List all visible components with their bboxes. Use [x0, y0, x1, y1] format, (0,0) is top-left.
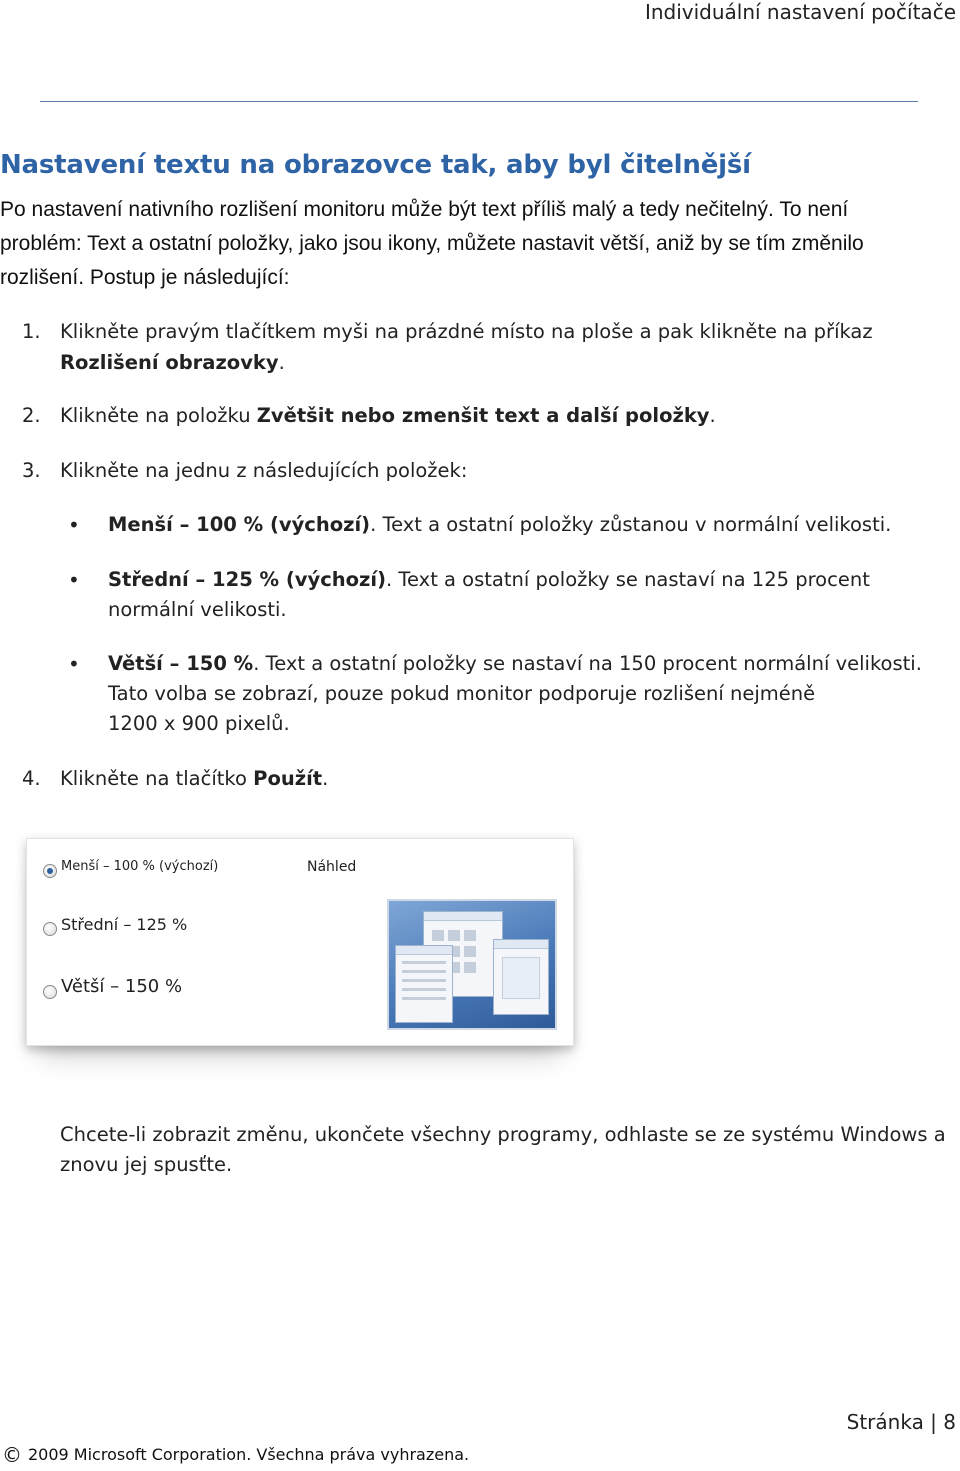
- intro-line: Po nastavení nativního rozlišení monitoru může být text příliš malý a tedy nečitelný. To není: [0, 198, 849, 221]
- intro-line: rozlišení. Postup je následující:: [0, 266, 290, 289]
- preview-label: Náhled: [307, 859, 357, 875]
- option-text-line: normální velikosti.: [108, 598, 287, 621]
- step-2: [22, 400, 942, 431]
- step-tail: .: [709, 404, 716, 427]
- page-number: Stránka | 8: [846, 1410, 956, 1434]
- option-text: . Text a ostatní položky zůstanou v normální velikosti.: [370, 513, 892, 536]
- option-text: . Text a ostatní položky se nastaví na 150 procent normální velikosti.: [253, 652, 922, 675]
- preview-window-right: [493, 939, 549, 1015]
- radio-medium[interactable]: [43, 922, 57, 936]
- step-3: [22, 455, 942, 486]
- step-text: Klikněte na položku: [60, 404, 257, 427]
- radio-label-small: Menší – 100 % (výchozí): [61, 859, 219, 874]
- option-bullet-medium: [68, 565, 948, 625]
- intro-paragraph: [0, 193, 930, 295]
- step-tail: .: [278, 351, 285, 374]
- option-text-line: Tato volba se zobrazí, pouze pokud monitor podporuje rozlišení nejméně: [108, 682, 816, 705]
- step-number: 3.: [22, 459, 41, 482]
- radio-small[interactable]: [43, 864, 57, 878]
- option-text-line: 1200 x 900 pixelů.: [108, 712, 290, 735]
- option-bold-term: Menší – 100 % (výchozí): [108, 513, 371, 536]
- option-text: . Text a ostatní položky se nastaví na 125 procent: [386, 568, 870, 591]
- step-bold-term: Rozlišení obrazovky: [60, 351, 279, 374]
- closing-line: Chcete-li zobrazit změnu, ukončete všechny programy, odhlaste se ze systému Windows a: [60, 1123, 946, 1146]
- header-divider: [40, 101, 918, 102]
- radio-label-large: Větší – 150 %: [61, 976, 183, 997]
- footer: [2, 1443, 469, 1467]
- step-1: [22, 316, 942, 378]
- step-number: 1.: [22, 320, 41, 343]
- step-text: Klikněte na tlačítko: [60, 767, 254, 790]
- footer-text: 2009 Microsoft Corporation. Všechna práva vyhrazena.: [28, 1445, 470, 1464]
- radio-large[interactable]: [43, 985, 57, 999]
- radio-label-medium: Střední – 125 %: [61, 915, 188, 934]
- closing-paragraph: [60, 1120, 956, 1180]
- bullet-icon: •: [68, 652, 80, 676]
- closing-line: znovu jej spusťte.: [60, 1153, 233, 1176]
- option-bullet-small: [68, 510, 948, 540]
- option-bold-term: Střední – 125 % (výchozí): [108, 568, 386, 591]
- step-bold-term: Zvětšit nebo zmenšit text a další položky: [256, 404, 710, 427]
- step-number: 2.: [22, 404, 41, 427]
- step-number: 4.: [22, 767, 41, 790]
- option-bullet-large: [68, 649, 948, 739]
- step-text: Klikněte pravým tlačítkem myši na prázdné místo na ploše a pak klikněte na příkaz: [60, 320, 873, 343]
- bullet-icon: •: [68, 513, 80, 537]
- step-4: [22, 763, 942, 794]
- step-tail: .: [322, 767, 329, 790]
- preview-window-left: [395, 945, 453, 1023]
- step-text: Klikněte na jednu z následujících položek:: [60, 459, 468, 482]
- step-bold-term: Použít: [253, 767, 323, 790]
- option-bold-term: Větší – 150 %: [108, 652, 254, 675]
- copyright-icon: ©: [2, 1443, 22, 1467]
- page-header-title: Individuální nastavení počítače: [644, 0, 956, 24]
- bullet-icon: •: [68, 568, 80, 592]
- preview-image: [387, 899, 557, 1030]
- intro-line: problém: Text a ostatní položky, jako jsou ikony, můžete nastavit větší, aniž by se tím změnilo: [0, 232, 864, 255]
- section-heading: Nastavení textu na obrazovce tak, aby byl čitelnější: [0, 150, 751, 180]
- display-settings-screenshot: [26, 838, 574, 1046]
